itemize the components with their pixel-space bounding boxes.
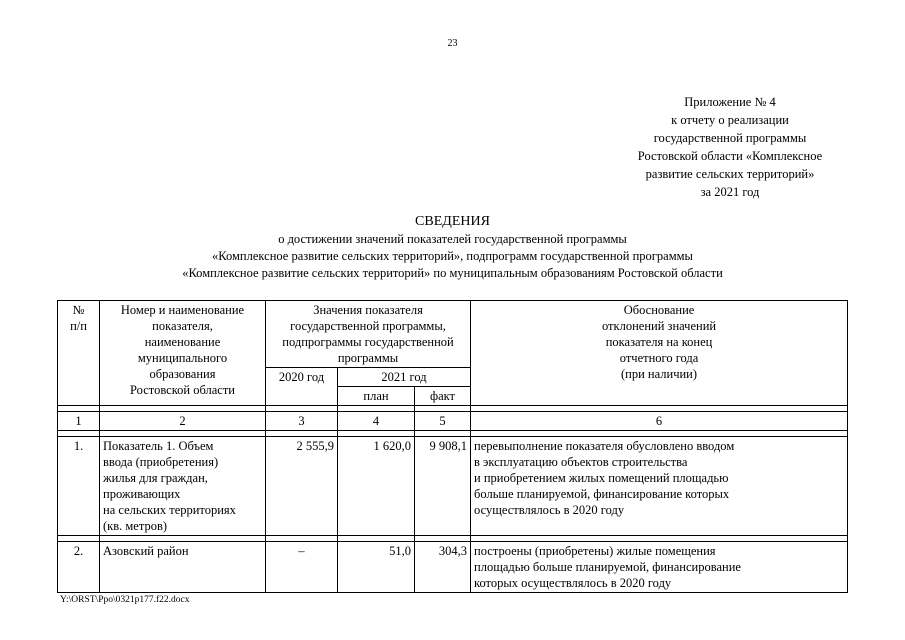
cell-line: построены (приобретены) жилые помещения — [474, 544, 716, 558]
header-text: наименование — [144, 335, 221, 349]
cell-line: (кв. метров) — [103, 519, 168, 533]
heading-line: «Комплексное развитие сельских территорий» по муниципальным образованиям Ростовской области — [182, 266, 723, 280]
table-row — [58, 542, 848, 593]
value-plan: 51,0 — [338, 542, 415, 593]
indicator-name — [100, 437, 266, 536]
column-number: 3 — [266, 412, 338, 431]
header-text: (при наличии) — [621, 367, 698, 381]
appendix-line: за 2021 год — [700, 185, 760, 199]
row-number: 2. — [58, 542, 100, 593]
page-number: 23 — [447, 38, 458, 49]
cell-line: перевыполнение показателя обусловлено вводом — [474, 439, 735, 453]
value-plan: 1 620,0 — [338, 437, 415, 536]
appendix-line: к отчету о реализации — [671, 113, 789, 127]
justification — [471, 437, 848, 536]
cell-line: Показатель 1. Объем — [103, 439, 214, 453]
header-text: Ростовской области — [130, 383, 235, 397]
header-text: образования — [149, 367, 216, 381]
indicator-name — [100, 542, 266, 593]
cell-line: площадью больше планируемой, финансирование — [474, 560, 741, 574]
cell-line: на сельских территориях — [103, 503, 236, 517]
cell-line: больше планируемой, финансирование которых — [474, 487, 730, 501]
column-number: 5 — [415, 412, 471, 431]
header-text: показателя на конец — [605, 335, 713, 349]
header-text: программы — [337, 351, 399, 365]
file-path-footer: Y:\ORST\Ppo\0321p177.f22.docx — [60, 595, 190, 605]
cell-line: которых осуществлялось в 2020 году — [474, 576, 672, 590]
header-text: отклонений значений — [601, 319, 717, 333]
column-number: 1 — [58, 412, 100, 431]
header-values-group — [266, 301, 471, 368]
value-2020: – — [266, 542, 338, 593]
header-year-2020: 2020 год — [266, 368, 338, 406]
header-text: Обоснование — [623, 303, 695, 317]
cell-line: Азовский район — [103, 544, 189, 558]
table-row — [58, 437, 848, 536]
justification — [471, 542, 848, 593]
value-fact: 9 908,1 — [415, 437, 471, 536]
header-text: № — [72, 303, 85, 317]
header-text: п/п — [70, 319, 87, 333]
appendix-line: Приложение № 4 — [684, 95, 776, 109]
column-number: 6 — [471, 412, 848, 431]
header-justification — [471, 301, 848, 406]
cell-line: и приобретением жилых помещений площадью — [474, 471, 729, 485]
indicators-table — [57, 300, 848, 593]
document-heading — [0, 213, 905, 282]
column-number: 2 — [100, 412, 266, 431]
value-fact: 304,3 — [415, 542, 471, 593]
cell-line: жилья для граждан, — [103, 471, 208, 485]
cell-line: проживающих — [103, 487, 181, 501]
header-text: подпрограммы государственной — [282, 335, 454, 349]
header-plan: план — [338, 387, 415, 406]
cell-line: ввода (приобретения) — [103, 455, 219, 469]
header-indicator-name — [100, 301, 266, 406]
header-text: Номер и наименование — [120, 303, 245, 317]
cell-line: осуществлялось в 2020 году — [474, 503, 625, 517]
document-title: СВЕДЕНИЯ — [415, 214, 490, 229]
header-text: отчетного года — [619, 351, 699, 365]
column-numbers-row — [58, 412, 848, 431]
row-number: 1. — [58, 437, 100, 536]
header-number — [58, 301, 100, 406]
appendix-note — [600, 93, 860, 201]
appendix-line: Ростовской области «Комплексное — [637, 149, 823, 163]
header-text: Значения показателя — [313, 303, 423, 317]
value-2020: 2 555,9 — [266, 437, 338, 536]
column-number: 4 — [338, 412, 415, 431]
header-text: показателя, — [152, 319, 213, 333]
heading-line: о достижении значений показателей государственной программы — [278, 232, 627, 246]
heading-line: «Комплексное развитие сельских территорий», подпрограмм государственной программы — [212, 249, 693, 263]
header-fact: факт — [415, 387, 471, 406]
appendix-line: развитие сельских территорий» — [645, 167, 815, 181]
header-text: муниципального — [137, 351, 228, 365]
header-year-2021: 2021 год — [338, 368, 471, 387]
header-text: государственной программы, — [290, 319, 446, 333]
appendix-line: государственной программы — [653, 131, 807, 145]
cell-line: в эксплуатацию объектов строительства — [474, 455, 688, 469]
